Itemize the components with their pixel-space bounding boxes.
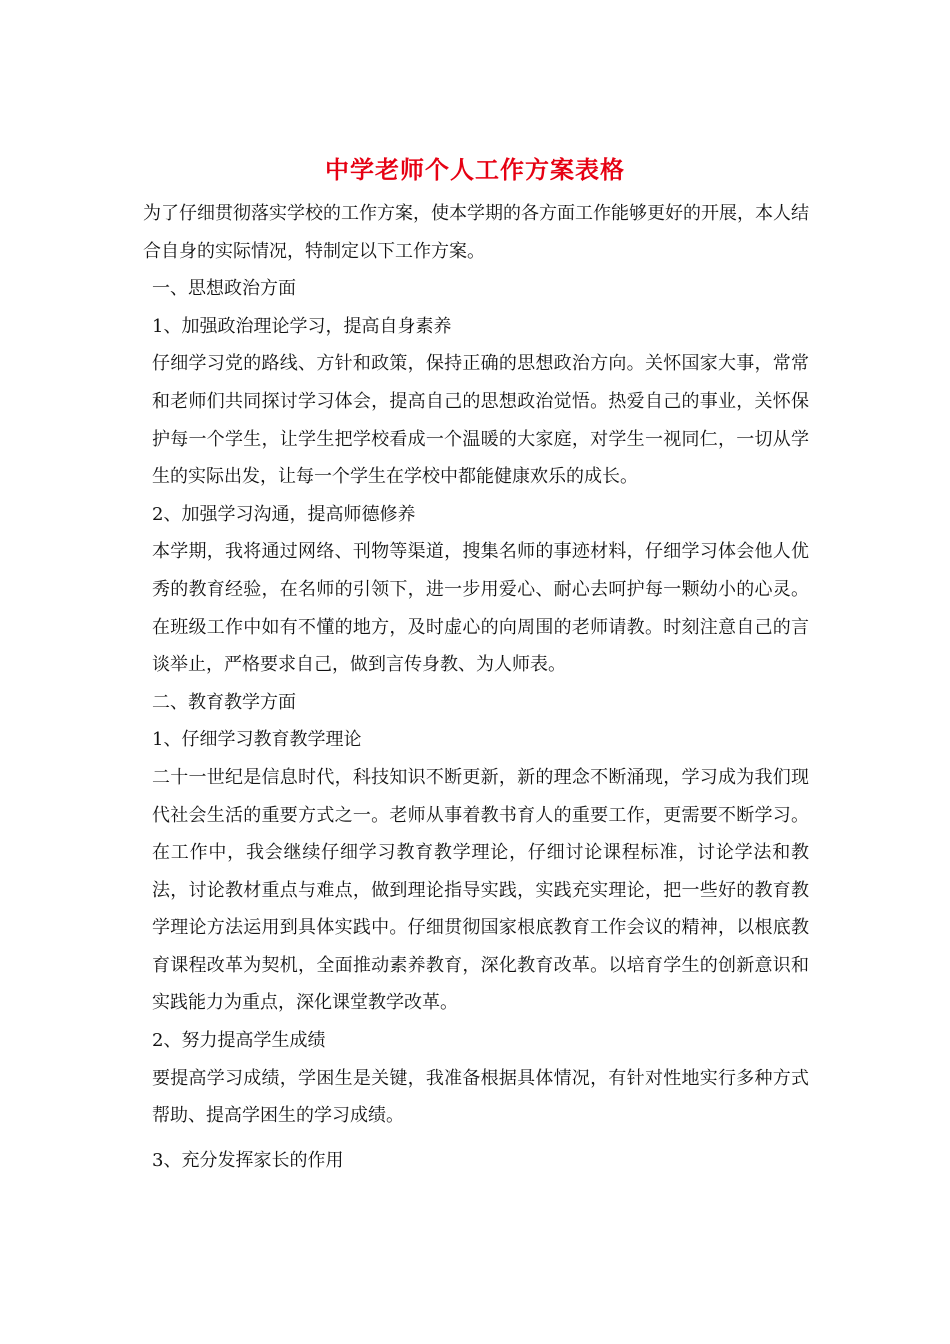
subsection-heading-1-2: 2、加强学习沟通，提高师德修养 [152,503,416,525]
body-paragraph-1-1: 仔细学习党的路线、方针和政策，保持正确的思想政治方向。关怀国家大事，常常和老师们共同探讨学习体会，提高自己的思想政治觉悟。热爱自己的事业，关怀保护每一个学生，让学生把学校看成一个温暖的大家庭，对学生一视同仁，一切从学生的实际出发，让每一个学生在学校中都能健康欢乐的成长。 [152,353,809,488]
section-heading-2: 二、教育教学方面 [152,691,296,713]
intro-paragraph: 为了仔细贯彻落实学校的工作方案，使本学期的各方面工作能够更好的开展，本人结合自身的实际情况，特制定以下工作方案。 [143,203,809,262]
document-body [143,195,809,1179]
subsection-heading-2-3: 3、充分发挥家长的作用 [152,1149,344,1171]
body-paragraph-2-2: 要提高学习成绩，学困生是关键，我准备根据具体情况，有针对性地实行多种方式帮助、提高学困生的学习成绩。 [152,1067,809,1127]
section-heading-1: 一、思想政治方面 [152,278,296,300]
body-paragraph-2-1: 二十一世纪是信息时代，科技知识不断更新，新的理念不断涌现，学习成为我们现代社会生活的重要方式之一。老师从事着教书育人的重要工作，更需要不断学习。在工作中，我会继续仔细学习教育教学理论，仔细讨论课程标准，讨论学法和教法，讨论教材重点与难点，做到理论指导实践，实践充实理论，把一些好的教育教学理论方法运用到具体实践中。仔细贯彻国家根底教育工作会议的精神，以根底教育课程改革为契机，全面推动素养教育，深化教育改革。以培育学生的创新意识和实践能力为重点，深化课堂教学改革。 [152,766,809,1014]
subsection-heading-2-1: 1、仔细学习教育教学理论 [152,729,362,751]
document-title: 中学老师个人工作方案表格 [325,155,625,184]
body-paragraph-1-2: 本学期，我将通过网络、刊物等渠道，搜集名师的事迹材料，仔细学习体会他人优秀的教育经验，在名师的引领下，进一步用爱心、耐心去呵护每一颗幼小的心灵。在班级工作中如有不懂的地方，及时虚心的向周围的老师请教。时刻注意自己的言谈举止，严格要求自己，做到言传身教、为人师表。 [152,541,809,676]
subsection-heading-2-2: 2、努力提高学生成绩 [152,1030,326,1052]
subsection-heading-1-1: 1、加强政治理论学习，提高自身素养 [152,315,452,337]
